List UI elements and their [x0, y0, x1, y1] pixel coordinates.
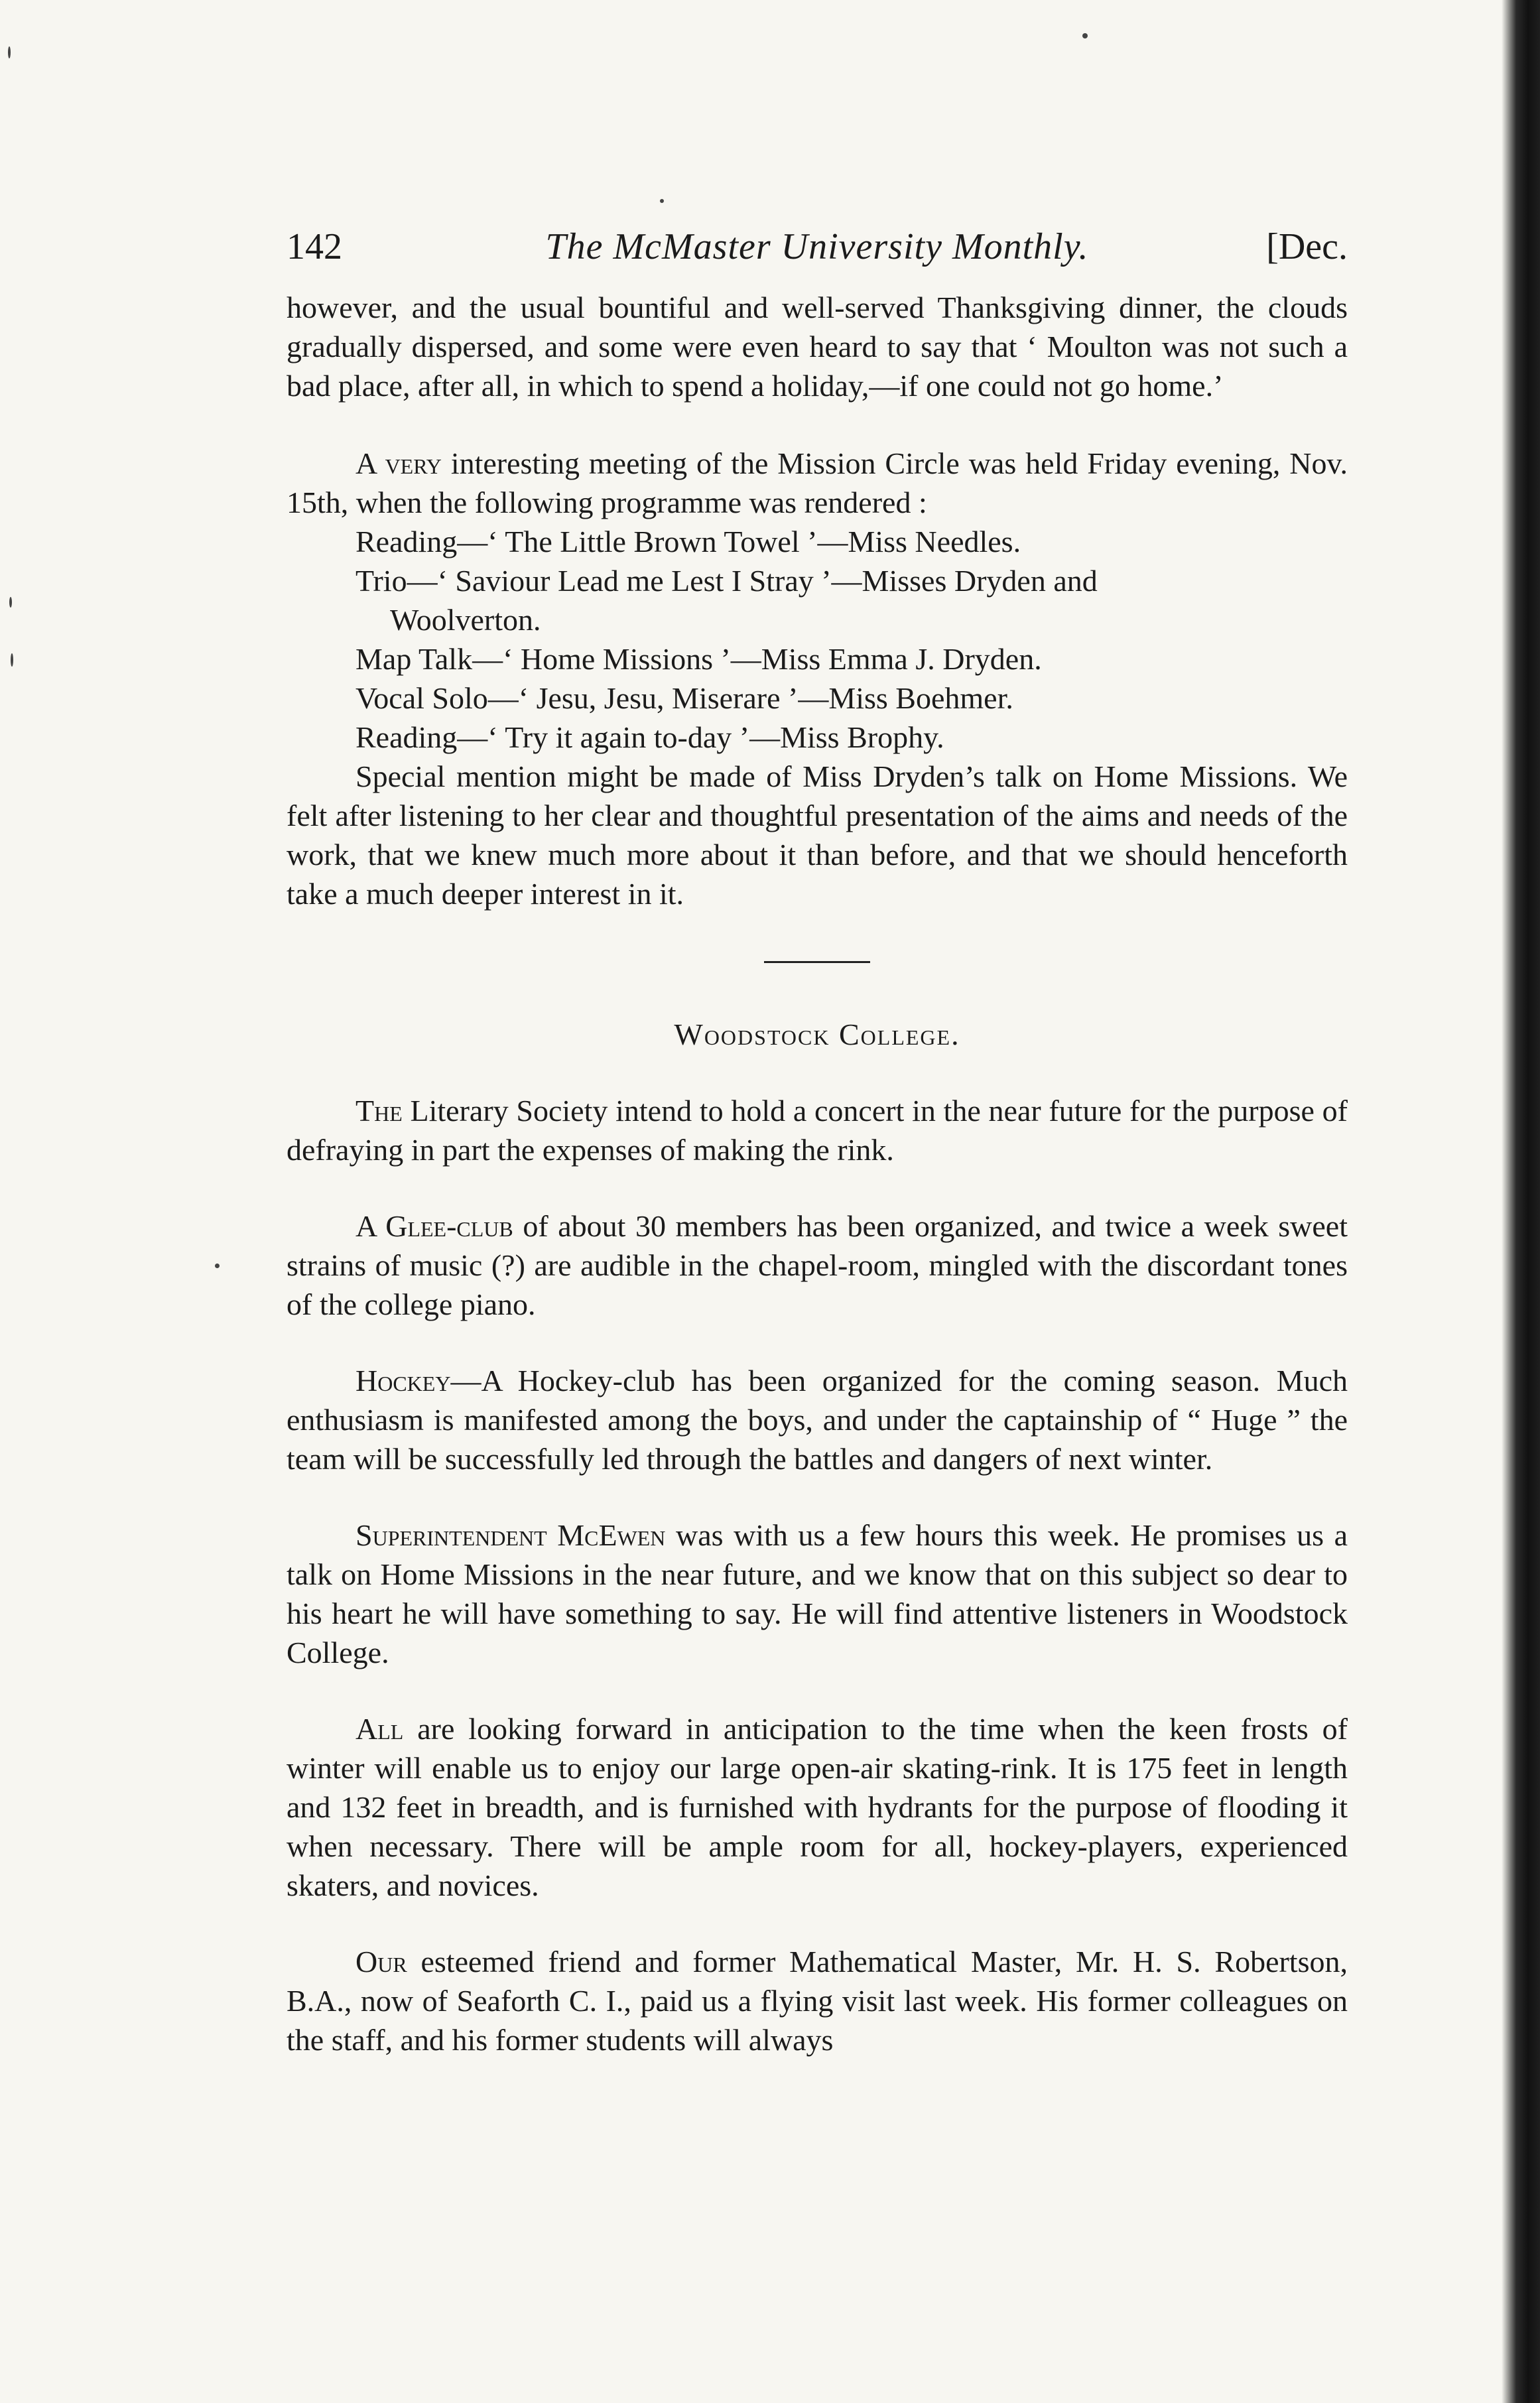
- issue-month: [Dec.: [1266, 226, 1348, 267]
- mission-circle-paragraph: [287, 444, 1348, 522]
- document-page: [287, 226, 1348, 2059]
- paragraph-lead: The: [355, 1094, 403, 1128]
- paragraph-lead: Superintendent McEwen: [355, 1518, 666, 1552]
- paragraph-text: Literary Society intend to hold a concert in the near future for the purpose of defraying in part the expenses of making the rink.: [287, 1094, 1348, 1167]
- paragraph-text: of about 30 members has been organized, and twice a week sweet strains of music (?) are audible in the chapel-room, mingled with the discordant tones of the college piano.: [287, 1209, 1348, 1321]
- paragraph-lead: Hockey: [355, 1364, 451, 1397]
- paragraph-lead: A Glee-club: [355, 1209, 513, 1243]
- programme-item: Trio—‘ Saviour Lead me Lest I Stray ’—Misses Dryden and: [355, 564, 1098, 598]
- page-number: 142: [287, 226, 342, 267]
- scan-speck: [11, 653, 13, 667]
- programme-item: Map Talk—‘ Home Missions ’—Miss Emma J. Dryden.: [355, 642, 1042, 676]
- scan-speck: [1082, 33, 1088, 38]
- programme-item: Reading—‘ Try it again to-day ’—Miss Brophy.: [355, 720, 944, 754]
- section-divider: [764, 961, 870, 963]
- mission-closing-paragraph: Special mention might be made of Miss Dryden’s talk on Home Missions. We felt after listening to her clear and thoughtful presentation of the aims and needs of the work, that we knew much more about it than before, and that we should henceforth take a much deeper interest in it.: [287, 759, 1348, 911]
- news-paragraph: [287, 1516, 1348, 1672]
- programme-item: Reading—‘ The Little Brown Towel ’—Miss Needles.: [355, 525, 1021, 558]
- programme-item: Vocal Solo—‘ Jesu, Jesu, Miserare ’—Miss Boehmer.: [355, 681, 1013, 715]
- paragraph-text: was with us a few hours this week. He promises us a talk on Home Missions in the near future, and we know that on this subject so dear to his heart he will have something to say. He will find attentive listeners in Woodstock College.: [287, 1518, 1348, 1669]
- page-binding-edge: [1502, 0, 1540, 2403]
- page-header: [287, 226, 1348, 279]
- paragraph-lead: All: [355, 1712, 404, 1746]
- paragraph-text: are looking forward in anticipation to the time when the keen frosts of winter will enable us to enjoy our large open-air skating-rink. It is 175 feet in length and 132 feet in breadth, and is furnished with hydrants for the purpose of flooding it when necessary. There will be ample room for all, hockey-players, experienced skaters, and novices.: [287, 1712, 1348, 1902]
- programme-item-continuation: Woolverton.: [390, 603, 541, 637]
- intro-paragraph: however, and the usual bountiful and well-served Thanksgiving dinner, the clouds gradually dispersed, and some were even heard to say that ‘ Moulton was not such a bad place, after all, in which to spend a holiday,—if one could not go home.’: [287, 291, 1348, 403]
- news-paragraph: [287, 1206, 1348, 1324]
- scan-speck: [215, 1264, 220, 1268]
- news-paragraph: [287, 1361, 1348, 1478]
- running-title: The McMaster University Monthly.: [545, 226, 1089, 267]
- paragraph-text: esteemed friend and former Mathematical Master, Mr. H. S. Robertson, B.A., now of Seaforth C. I., paid us a flying visit last week. His former colleagues on the staff, and his former students will always: [287, 1945, 1348, 2057]
- scan-speck: [9, 597, 12, 608]
- section-title: Woodstock College.: [674, 1017, 960, 1051]
- scan-speck: [8, 46, 11, 58]
- paragraph-lead: A very: [355, 446, 442, 480]
- paragraph-text: interesting meeting of the Mission Circle was held Friday evening, Nov. 15th, when the following programme was rendered :: [287, 446, 1348, 519]
- paragraph-lead: Our: [355, 1945, 407, 1979]
- scan-speck: [660, 199, 664, 203]
- news-paragraph: [287, 1709, 1348, 1905]
- news-paragraph: [287, 1942, 1348, 2059]
- programme-list: [287, 522, 1348, 757]
- news-paragraph: [287, 1091, 1348, 1169]
- paragraph-text: —A Hockey-club has been organized for the coming season. Much enthusiasm is manifested among the boys, and under the captainship of “ Huge ” the team will be successfully led through the battles and dangers of next winter.: [287, 1364, 1348, 1476]
